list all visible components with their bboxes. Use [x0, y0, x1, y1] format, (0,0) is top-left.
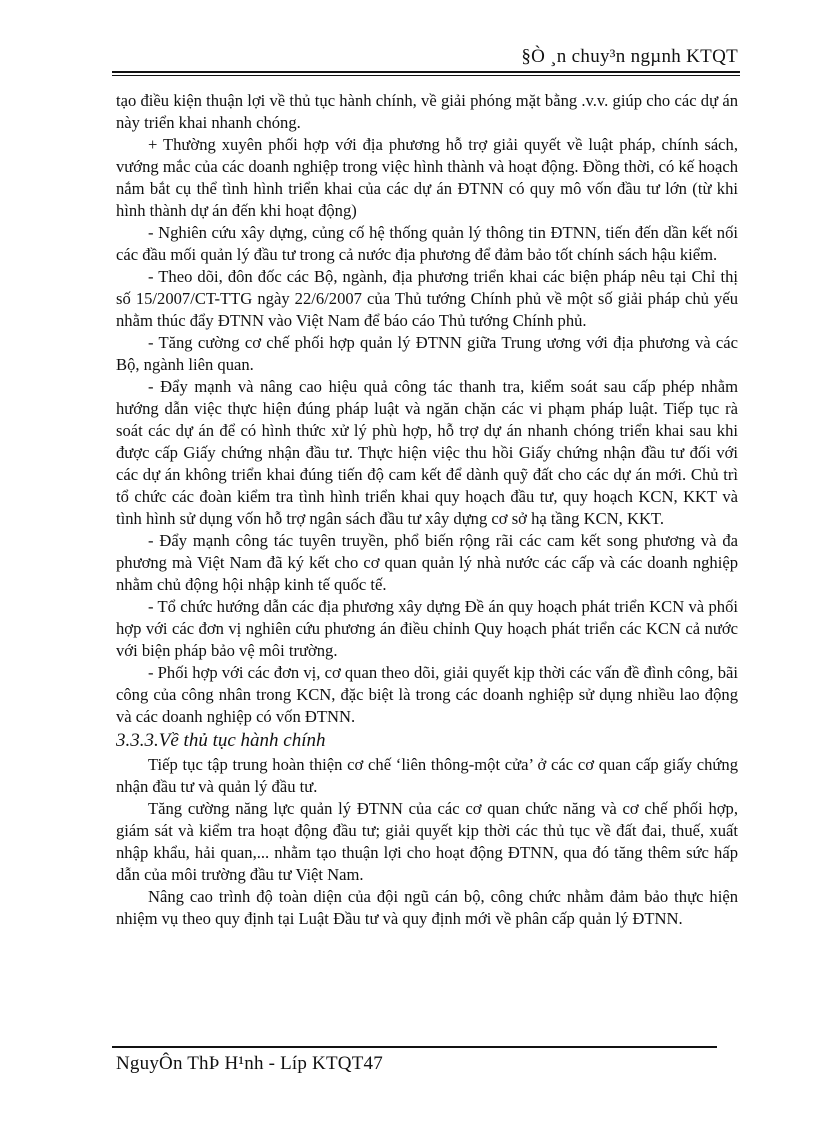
paragraph: - Nghiên cứu xây dựng, củng cố hệ thống quản lý thông tin ĐTNN, tiến đến dần kết nối các đầu mối quản lý đầu tư trong cả nước địa phương để đảm bảo tốt chính sách hậu kiểm.: [116, 223, 738, 264]
paragraph: tạo điều kiện thuận lợi về thủ tục hành chính, về giải phóng mặt bằng .v.v. giúp cho các dự án này triển khai nhanh chóng.: [116, 91, 738, 132]
section-heading: 3.3.3.Về thủ tục hành chính: [116, 730, 326, 751]
running-header: §Ò ¸n chuy³n ngµnh KTQT: [521, 46, 738, 67]
paragraph: - Tăng cường cơ chế phối hợp quản lý ĐTNN giữa Trung ương với địa phương và các Bộ, ngành liên quan.: [116, 333, 738, 374]
paragraph: Nâng cao trình độ toàn diện của đội ngũ cán bộ, công chức nhằm đảm bảo thực hiện nhiệm vụ theo quy định tại Luật Đầu tư và quy định mới về phân cấp quản lý ĐTNN.: [116, 887, 738, 928]
paragraph: Tăng cường năng lực quản lý ĐTNN của các cơ quan chức năng và cơ chế phối hợp, giám sát và kiểm tra hoạt động đầu tư; giải quyết kịp thời các thủ tục về đất đai, thuế, xuất nhập khẩu, hải quan,... nhằm tạo thuận lợi cho hoạt động ĐTNN, qua đó tăng thêm sức hấp dẫn của môi trường đầu tư Việt Nam.: [116, 799, 738, 884]
paragraph: - Đẩy mạnh và nâng cao hiệu quả công tác thanh tra, kiểm soát sau cấp phép nhằm hướng dẫn việc thực hiện đúng pháp luật và ngăn chặn các vi phạm pháp luật. Tiếp tục rà soát các dự án để có hình thức xử lý phù hợp, hỗ trợ dự án nhanh chóng triển khai sau khi được cấp Giấy chứng nhận đầu tư. Thực hiện việc thu hồi Giấy chứng nhận đầu tư đối với các dự án không triển khai đúng tiến độ cam kết để dành quỹ đất cho các dự án mới. Chủ trì tổ chức các đoàn kiểm tra tình hình triển khai quy hoạch đầu tư, quy hoạch KCN, KKT và tình hình sử dụng vốn hỗ trợ ngân sách đầu tư xây dựng cơ sở hạ tầng KCN, KKT.: [116, 377, 738, 528]
body-text: [116, 90, 738, 930]
paragraph: Tiếp tục tập trung hoàn thiện cơ chế ‘liên thông-một cửa’ ở các cơ quan cấp giấy chứng nhận đầu tư và quản lý đầu tư.: [116, 755, 738, 796]
header-rule-thin: [112, 75, 740, 76]
footer-rule: [112, 1046, 717, 1048]
paragraph: - Tổ chức hướng dẫn các địa phương xây dựng Đề án quy hoạch phát triển KCN và phối hợp với các đơn vị nghiên cứu phương án điều chỉnh Quy hoạch phát triển các KCN cả nước với biện pháp bảo vệ môi trường.: [116, 597, 738, 660]
paragraph: - Phối hợp với các đơn vị, cơ quan theo dõi, giải quyết kịp thời các vấn đề đình công, bãi công của công nhân trong KCN, đặc biệt là trong các doanh nghiệp sử dụng nhiều lao động và các doanh nghiệp có vốn ĐTNN.: [116, 663, 738, 726]
paragraph: - Đẩy mạnh công tác tuyên truyền, phổ biến rộng rãi các cam kết song phương và đa phương mà Việt Nam đã ký kết cho cơ quan quản lý nhà nước các cấp và các doanh nghiệp nhằm chủ động hội nhập kinh tế quốc tế.: [116, 531, 738, 594]
footer-author: NguyÔn ThÞ H¹nh - Líp KTQT47: [116, 1053, 383, 1074]
paragraph: + Thường xuyên phối hợp với địa phương hỗ trợ giải quyết về luật pháp, chính sách, vướng mắc của các doanh nghiệp trong việc hình thành và hoạt động. Đồng thời, có kế hoạch nắm bắt cụ thể tình hình triển khai của các dự án ĐTNN có quy mô vốn đầu tư lớn (từ khi hình thành dự án đến khi hoạt động): [116, 135, 738, 220]
header-rule: [112, 71, 740, 73]
paragraph: - Theo dõi, đôn đốc các Bộ, ngành, địa phương triển khai các biện pháp nêu tại Chỉ thị số 15/2007/CT-TTG ngày 22/6/2007 của Thủ tướng Chính phủ về một số giải pháp chủ yếu nhằm thúc đẩy ĐTNN vào Việt Nam để báo cáo Thủ tướng Chính phủ.: [116, 267, 738, 330]
